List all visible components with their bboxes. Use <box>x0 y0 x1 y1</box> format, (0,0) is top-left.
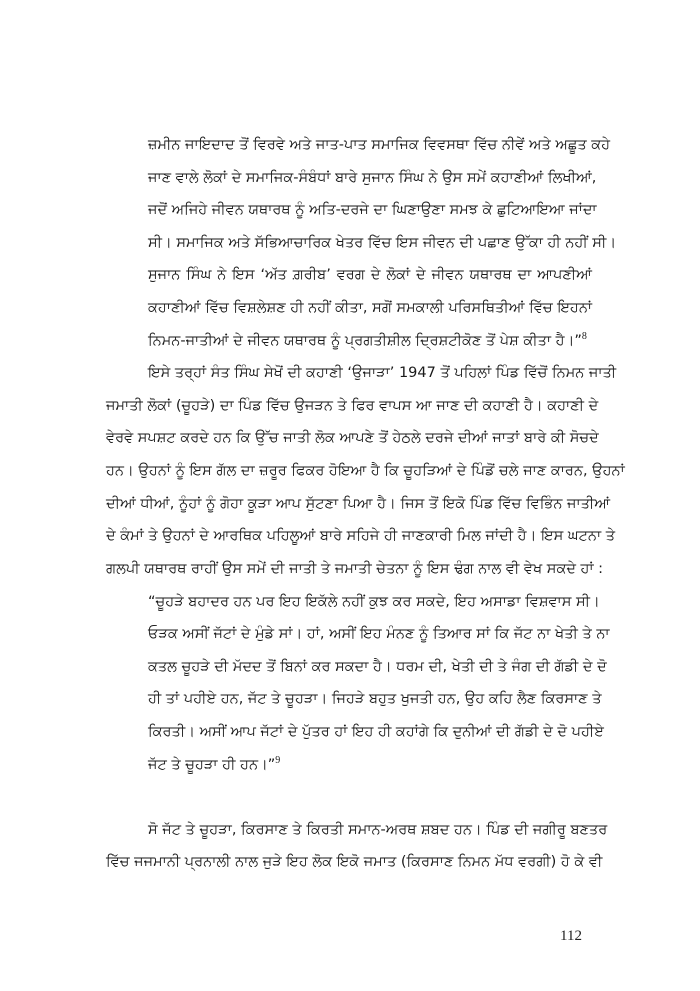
quote-continuation-last-line <box>148 331 592 351</box>
footnote-ref-9: 9 <box>275 755 281 767</box>
quote-text: ਜੱਟ ਤੇ ਚੂਹੜਾ ਹੀ ਹਨ।” <box>148 757 276 773</box>
quote-continuation-line: ਕਹਾਣੀਆਂ ਵਿੱਚ ਵਿਸ਼ਲੇਸ਼ਣ ਹੀ ਨਹੀਂ ਕੀਤਾ, ਸਗੋਂ ਸਮਕਾਲੀ ਪਰਿਸਥਿਤੀਆਂ ਵਿੱਚ ਇਹਨਾਂ <box>148 300 592 316</box>
block-quote-line: ਕਿਰਤੀ। ਅਸੀਂ ਆਪ ਜੱਟਾਂ ਦੇ ਪੁੱਤਰ ਹਾਂ ਇਹ ਹੀ ਕਹਾਂਗੇ ਕਿ ਦੁਨੀਆਂ ਦੀ ਗੱਡੀ ਦੇ ਦੋ ਪਹੀਏ <box>148 724 604 740</box>
footnote-ref-8: 8 <box>581 331 587 343</box>
quote-continuation-line: ਜਾਣ ਵਾਲੇ ਲੋਕਾਂ ਦੇ ਸਮਾਜਿਕ-ਸੰਬੰਧਾਂ ਬਾਰੇ ਸੁਜਾਨ ਸਿੰਘ ਨੇ ਉਸ ਸਮੇਂ ਕਹਾਣੀਆਂ ਲਿਖੀਆਂ, <box>148 170 597 186</box>
block-quote-line: ਓੜਕ ਅਸੀਂ ਜੱਟਾਂ ਦੇ ਮੁੰਡੇ ਸਾਂ। ਹਾਂ, ਅਸੀਂ ਇਹ ਮੰਨਣ ਨੂੰ ਤਿਆਰ ਸਾਂ ਕਿ ਜੱਟ ਨਾ ਖੇਤੀ ਤੇ ਨਾ <box>148 626 610 642</box>
block-quote-line: ਕਤਲ ਚੂਹੜੇ ਦੀ ਮੱਦਦ ਤੋਂ ਬਿਨਾਂ ਕਰ ਸਕਦਾ ਹੈ। ਧਰਮ ਦੀ, ਖੇਤੀ ਦੀ ਤੇ ਜੰਗ ਦੀ ਗੱਡੀ ਦੇ ਦੋ <box>148 659 607 675</box>
body-line: ਦੇ ਕੰਮਾਂ ਤੇ ਉਹਨਾਂ ਦੇ ਆਰਥਿਕ ਪਹਿਲੂਆਂ ਬਾਰੇ ਸਹਿਜੇ ਹੀ ਜਾਣਕਾਰੀ ਮਿਲ ਜਾਂਦੀ ਹੈ। ਇਸ ਘਟਨਾ ਤੇ <box>106 528 616 544</box>
block-quote-line: ਹੀ ਤਾਂ ਪਹੀਏ ਹਨ, ਜੱਟ ਤੇ ਚੂਹੜਾ। ਜਿਹੜੇ ਬਹੁਤ ਖੁਜਤੀ ਹਨ, ਉਹ ਕਹਿ ਲੈਣ ਕਿਰਸਾਣ ਤੇ <box>148 691 602 707</box>
quote-continuation-line: ਸੁਜਾਨ ਸਿੰਘ ਨੇ ਇਸ ‘ਅੱਤ ਗ਼ਰੀਬ’ ਵਰਗ ਦੇ ਲੋਕਾਂ ਦੇ ਜੀਵਨ ਯਥਾਰਥ ਦਾ ਆਪਣੀਆਂ <box>148 267 592 283</box>
body-line: ਵਿੱਚ ਜਜਮਾਨੀ ਪ੍ਰਨਾਲੀ ਨਾਲ ਜੁੜੇ ਇਹ ਲੋਕ ਇਕੋ ਜਮਾਤ (ਕਿਰਸਾਣ ਨਿਮਨ ਮੱਧ ਵਰਗੀ) ਹੋ ਕੇ ਵੀ <box>106 854 603 870</box>
body-line: ਹਨ। ਉਹਨਾਂ ਨੂੰ ਇਸ ਗੱਲ ਦਾ ਜ਼ਰੂਰ ਫਿਕਰ ਹੋਇਆ ਹੈ ਕਿ ਚੂਹੜਿਆਂ ਦੇ ਪਿੰਡੋਂ ਚਲੇ ਜਾਣ ਕਾਰਨ, ਉਹਨਾਂ <box>106 463 625 479</box>
body-line: ਦੀਆਂ ਧੀਆਂ, ਨੂੰਹਾਂ ਨੂੰ ਗੋਹਾ ਕੂੜਾ ਆਪ ਸੁੱਟਣਾ ਪਿਆ ਹੈ। ਜਿਸ ਤੋਂ ਇਕੋ ਪਿੰਡ ਵਿੱਚ ਵਿਭਿੰਨ ਜਾਤੀਆਂ <box>106 496 611 512</box>
body-line: ਗਲਪੀ ਯਥਾਰਥ ਰਾਹੀਂ ਉਸ ਸਮੇਂ ਦੀ ਜਾਤੀ ਤੇ ਜਮਾਤੀ ਚੇਤਨਾ ਨੂੰ ਇਸ ਢੰਗ ਨਾਲ ਵੀ ਵੇਖ ਸਕਦੇ ਹਾਂ : <box>106 561 604 577</box>
body-first-line: ਸੋ ਜੱਟ ਤੇ ਚੂਹੜਾ, ਕਿਰਸਾਣ ਤੇ ਕਿਰਤੀ ਸਮਾਨ-ਅਰਥ ਸ਼ਬਦ ਹਨ। ਪਿੰਡ ਦੀ ਜਗੀਰੂ ਬਣਤਰ <box>148 822 608 838</box>
quote-text: ਨਿਮਨ-ਜਾਤੀਆਂ ਦੇ ਜੀਵਨ ਯਥਾਰਥ ਨੂੰ ਪ੍ਰਗਤੀਸ਼ੀਲ ਦ੍ਰਿਸ਼ਟੀਕੋਣ ਤੋਂ ਪੇਸ਼ ਕੀਤਾ ਹੈ।” <box>148 333 582 349</box>
quote-continuation-line: ਜ਼ਮੀਨ ਜਾਇਦਾਦ ਤੋਂ ਵਿਰਵੇ ਅਤੇ ਜਾਤ-ਪਾਤ ਸਮਾਜਿਕ ਵਿਵਸਥਾ ਵਿੱਚ ਨੀਵੇਂ ਅਤੇ ਅਛੂਤ ਕਹੇ <box>148 137 611 153</box>
body-line: ਵੇਰਵੇ ਸਪਸ਼ਟ ਕਰਦੇ ਹਨ ਕਿ ਉੱਚ ਜਾਤੀ ਲੋਕ ਆਪਣੇ ਤੋਂ ਹੇਠਲੇ ਦਰਜੇ ਦੀਆਂ ਜਾਤਾਂ ਬਾਰੇ ਕੀ ਸੋਚਦੇ <box>106 430 599 446</box>
body-first-line: ਇਸੇ ਤਰ੍ਹਾਂ ਸੰਤ ਸਿੰਘ ਸੇਖੋਂ ਦੀ ਕਹਾਣੀ ‘ਉਜਾੜਾ’ 1947 ਤੋਂ ਪਹਿਲਾਂ ਪਿੰਡ ਵਿੱਚੋਂ ਨਿਮਨ ਜਾਤੀ <box>148 365 617 381</box>
block-quote-last-line <box>148 755 592 775</box>
body-line: ਜਮਾਤੀ ਲੋਕਾਂ (ਚੂਹੜੇ) ਦਾ ਪਿੰਡ ਵਿੱਚ ਉਜੜਨ ਤੇ ਫਿਰ ਵਾਪਸ ਆ ਜਾਣ ਦੀ ਕਹਾਣੀ ਹੈ। ਕਹਾਣੀ ਦੇ <box>106 398 599 414</box>
page-number: 112 <box>560 928 582 944</box>
quote-continuation-line: ਸੀ। ਸਮਾਜਿਕ ਅਤੇ ਸੱਭਿਆਚਾਰਿਕ ਖੇਤਰ ਵਿੱਚ ਇਸ ਜੀਵਨ ਦੀ ਪਛਾਣ ਉੱਕਾ ਹੀ ਨਹੀਂ ਸੀ। <box>148 235 617 251</box>
quote-continuation-line: ਜਦੋਂ ਅਜਿਹੇ ਜੀਵਨ ਯਥਾਰਥ ਨੂੰ ਅਤਿ-ਦਰਜੇ ਦਾ ਘਿਣਾਉਣਾ ਸਮਝ ਕੇ ਛੁਟਿਆਇਆ ਜਾਂਦਾ <box>148 202 597 218</box>
block-quote-line: “ਚੂਹੜੇ ਬਹਾਦਰ ਹਨ ਪਰ ਇਹ ਇਕੱਲੇ ਨਹੀਂ ਕੁਝ ਕਰ ਸਕਦੇ, ਇਹ ਅਸਾਡਾ ਵਿਸ਼ਵਾਸ ਸੀ। <box>148 594 600 610</box>
